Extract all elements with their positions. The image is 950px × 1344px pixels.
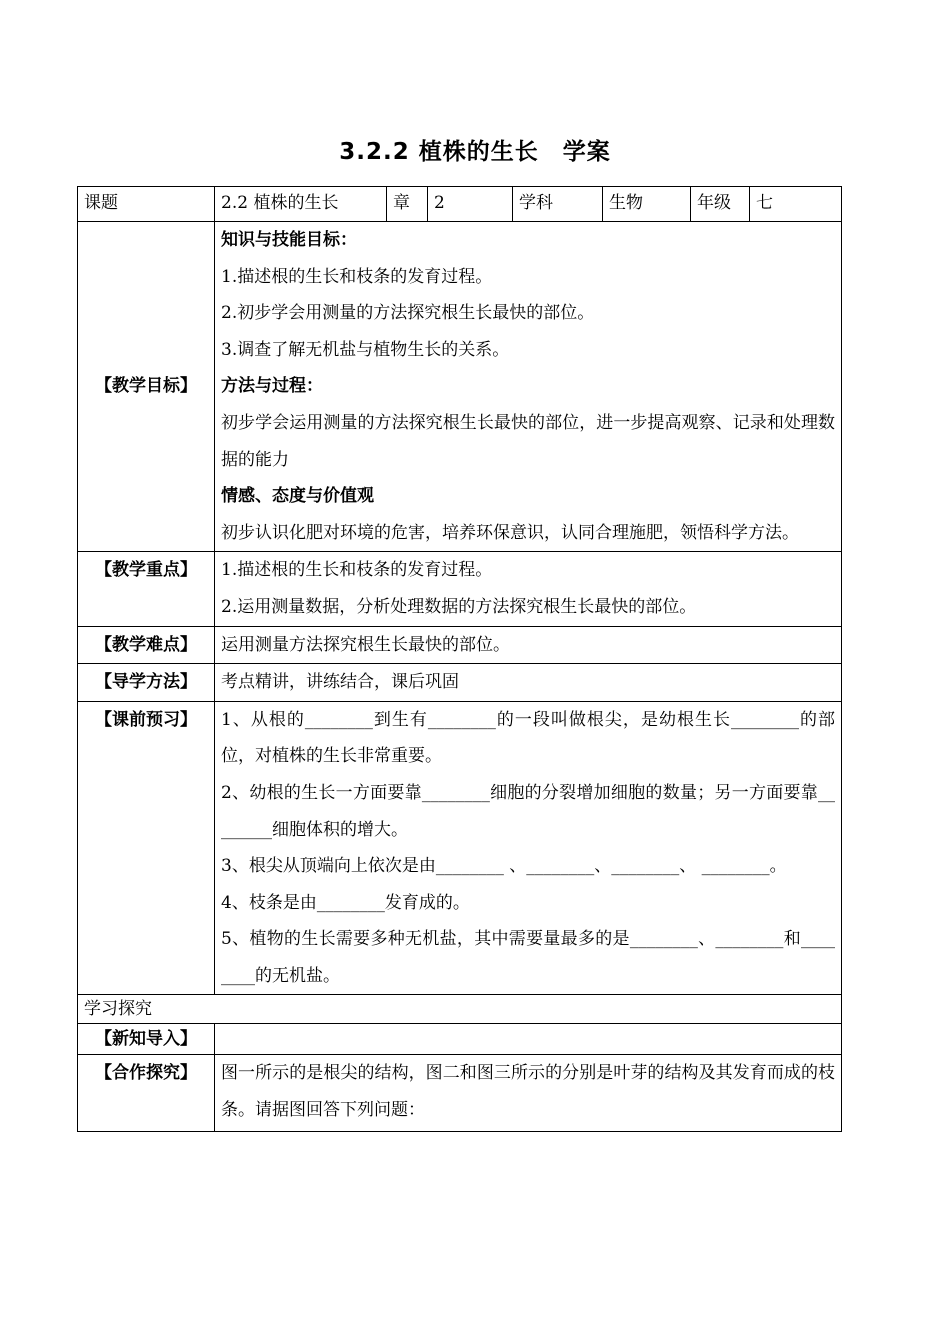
- cooperation-label: 【合作探究】: [78, 1055, 215, 1131]
- preview-item: 2、幼根的生长一方面要靠________细胞的分裂增加细胞的数量；另一方面要靠________细胞体积的增大。: [221, 782, 835, 840]
- key-points-label: 【教学重点】: [78, 552, 215, 626]
- attitude-title: 情感、态度与价值观: [221, 486, 374, 507]
- grade-label: 年级: [691, 187, 750, 222]
- method-row: [78, 664, 842, 702]
- knowledge-item: 2.初步学会用测量的方法探究根生长最快的部位。: [221, 303, 595, 324]
- knowledge-item: 1.描述根的生长和枝条的发育过程。: [221, 266, 493, 287]
- cooperation-text: 图一所示的是根尖的结构，图二和图三所示的分别是叶芽的结构及其发育而成的枝条。请据图回答下列问题：: [215, 1055, 842, 1131]
- knowledge-item: 3.调查了解无机盐与植物生长的关系。: [221, 339, 510, 360]
- page-title: 3.2.2 植株的生长 学案: [339, 139, 611, 165]
- subject-value: 生物: [603, 187, 691, 222]
- new-intro-row: [78, 1024, 842, 1055]
- preview-content: [215, 701, 842, 995]
- grade-value: 七: [750, 187, 842, 222]
- preview-item: 5、植物的生长需要多种无机盐，其中需要量最多的是________、________和________的无机盐。: [221, 929, 835, 986]
- key-points-row: [78, 552, 842, 626]
- preview-item: 1、从根的________到生有________的一段叫做根尖，是幼根生长________的部位，对植株的生长非常重要。: [221, 709, 835, 767]
- cooperation-row: [78, 1055, 842, 1131]
- objectives-content: [215, 222, 842, 552]
- new-intro-text: [215, 1024, 842, 1055]
- course-value: 2.2 植株的生长: [215, 187, 387, 222]
- process-title: 方法与过程：: [221, 376, 323, 397]
- difficulties-label: 【教学难点】: [78, 626, 215, 664]
- method-label: 【导学方法】: [78, 664, 215, 702]
- process-text: 初步学会运用测量的方法探究根生长最快的部位，进一步提高观察、记录和处理数据的能力: [221, 412, 835, 470]
- preview-item: 3、根尖从顶端向上依次是由________ 、________、________、 ________。: [221, 856, 787, 877]
- preview-item: 4、枝条是由________发育成的。: [221, 892, 470, 913]
- study-section-row: [78, 995, 842, 1024]
- objectives-label: 【教学目标】: [78, 222, 215, 552]
- attitude-text: 初步认识化肥对环境的危害，培养环保意识，认同合理施肥，领悟科学方法。: [221, 522, 799, 543]
- course-label: 课题: [78, 187, 215, 222]
- study-section-heading: 学习探究: [78, 995, 842, 1024]
- key-points-content: [215, 552, 842, 626]
- preview-row: [78, 701, 842, 995]
- method-text: 考点精讲，讲练结合，课后巩固: [215, 664, 842, 702]
- key-point-item: 2.运用测量数据，分析处理数据的方法探究根生长最快的部位。: [221, 596, 697, 617]
- objectives-row: [78, 222, 842, 552]
- difficulties-text: 运用测量方法探究根生长最快的部位。: [215, 626, 842, 664]
- knowledge-title: 知识与技能目标：: [221, 230, 357, 250]
- preview-label: 【课前预习】: [78, 701, 215, 995]
- lesson-plan-table: [77, 186, 842, 1132]
- chapter-label: 章: [387, 187, 428, 222]
- subject-label: 学科: [513, 187, 603, 222]
- header-row: [78, 187, 842, 222]
- chapter-value: 2: [428, 187, 513, 222]
- key-point-item: 1.描述根的生长和枝条的发育过程。: [221, 560, 493, 581]
- difficulties-row: [78, 626, 842, 664]
- new-intro-label: 【新知导入】: [78, 1024, 215, 1055]
